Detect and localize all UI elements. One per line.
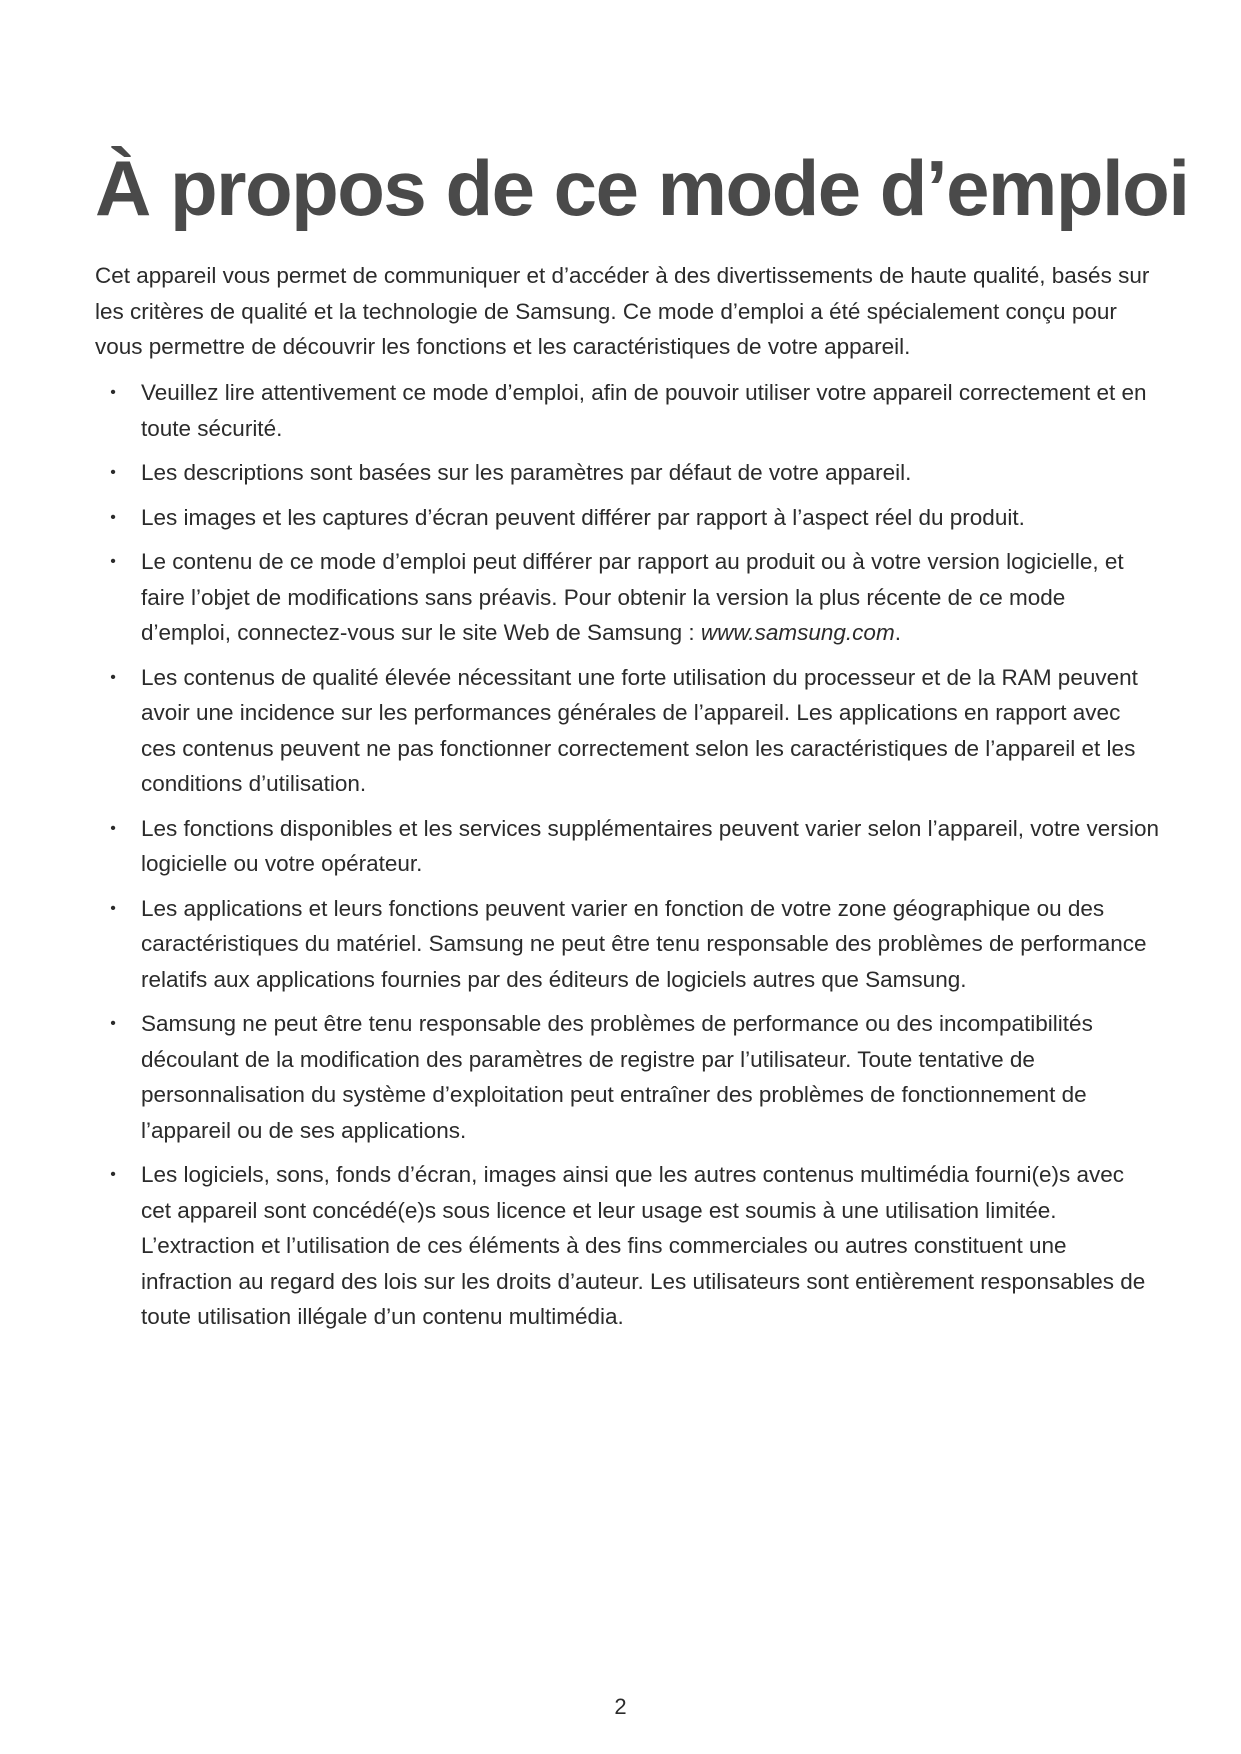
list-item (95, 455, 1160, 491)
bullet-icon: • (110, 384, 116, 401)
list-item (95, 1157, 1160, 1335)
list-item-text: Samsung ne peut être tenu responsable des problèmes de performance ou des incompatibilités découlant de la modification des paramètres de registre par l’utilisateur. Toute tentative de personnalisation du système d’exploitation peut entraîner des problèmes de fonctionnement de l’appareil ou de ses applications. (141, 1011, 1093, 1143)
bullet-list (95, 375, 1160, 1344)
list-item (95, 891, 1160, 998)
bullet-icon: • (110, 553, 116, 570)
list-item-text: Les logiciels, sons, fonds d’écran, images ainsi que les autres contenus multimédia fourni(e)s avec cet appareil sont concédé(e)s sous licence et leur usage est soumis à une utilisation limitée. L’extraction et l’utilisation de ces éléments à des fins commerciales ou autres constituent une infraction au regard des lois sur les droits d’auteur. Les utilisateurs sont entièrement responsables de toute utilisation illégale d’un contenu multimédia. (141, 1162, 1146, 1329)
bullet-icon: • (110, 1015, 116, 1032)
list-item-text: Les images et les captures d’écran peuvent différer par rapport à l’aspect réel du produit. (141, 504, 1025, 530)
list-item-text: Les contenus de qualité élevée nécessitant une forte utilisation du processeur et de la RAM peuvent avoir une incidence sur les performances générales de l’appareil. Les applications en rapport avec ces contenus peuvent ne pas fonctionner correctement selon les caractéristiques de l’appareil et les conditions d’utilisation. (141, 664, 1138, 796)
page-title: À propos de ce mode d’emploi (95, 144, 1189, 232)
list-item (95, 811, 1160, 882)
list-item (95, 1006, 1160, 1148)
intro-paragraph: Cet appareil vous permet de communiquer et d’accéder à des divertissements de haute qualité, basés sur les critères de qualité et la technologie de Samsung. Ce mode d’emploi a été spécialement conçu pour vous permettre de découvrir les fonctions et les caractéristiques de votre appareil. (95, 263, 1150, 359)
list-item-text: Les descriptions sont basées sur les paramètres par défaut de votre appareil. (141, 460, 912, 485)
bullet-icon: • (110, 899, 116, 917)
list-item-text: Les fonctions disponibles et les services supplémentaires peuvent varier selon l’appareil, votre version logicielle ou votre opérateur. (141, 815, 1160, 876)
bullet-icon: • (110, 819, 116, 837)
bullet-icon: • (110, 508, 116, 526)
samsung-website-link[interactable]: www.samsung.com (700, 620, 895, 645)
list-item-text: Veuillez lire attentivement ce mode d’emploi, afin de pouvoir utiliser votre appareil correctement et en toute sécurité. (141, 380, 1147, 441)
list-item (95, 375, 1160, 446)
list-item (95, 544, 1160, 651)
bullet-icon: • (110, 668, 116, 686)
list-item (95, 500, 1160, 536)
list-item (95, 660, 1160, 802)
list-item-text: Les applications et leurs fonctions peuvent varier en fonction de votre zone géographique ou des caractéristiques du matériel. Samsung ne peut être tenu responsable des problèmes de performance relatifs aux applications fournies par des éditeurs de logiciels autres que Samsung. (141, 895, 1147, 992)
bullet-icon: • (110, 464, 116, 481)
page-number: 2 (614, 1694, 627, 1719)
list-item-suffix: . (894, 620, 901, 645)
bullet-icon: • (110, 1166, 116, 1183)
list-item-text: Le contenu de ce mode d’emploi peut différer par rapport au produit ou à votre version logicielle, et faire l’objet de modifications sans préavis. Pour obtenir la version la plus récente de ce mode d’emploi, connectez-vous sur le site Web de Samsung : (141, 549, 1124, 645)
